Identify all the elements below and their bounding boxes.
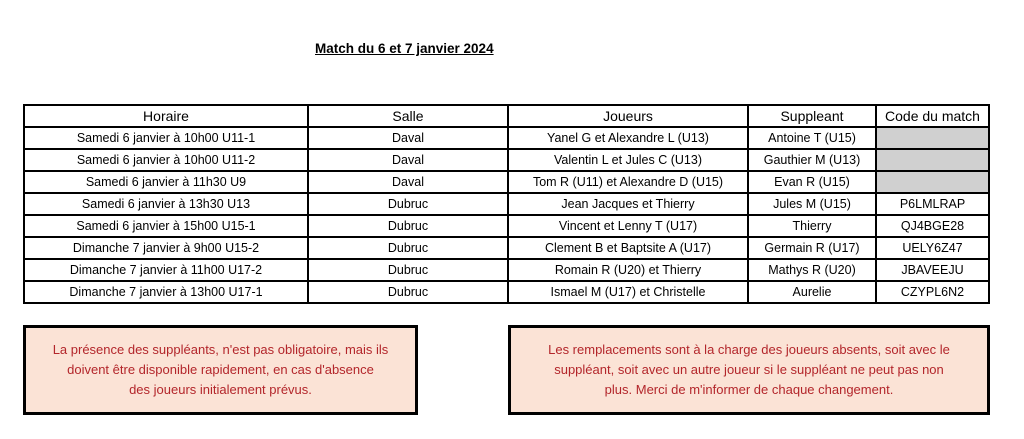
cell-joueurs: Tom R (U11) et Alexandre D (U15) (509, 172, 747, 192)
note-replacements (508, 325, 990, 415)
cell-code: P6LMLRAP (877, 194, 988, 214)
note-line: doivent être disponible rapidement, en cas d'absence (67, 362, 374, 377)
note-substitutes-presence (23, 325, 418, 415)
cell-code: CZYPL6N2 (877, 282, 988, 302)
cell-horaire: Dimanche 7 janvier à 13h00 U17-1 (25, 282, 307, 302)
cell-code: QJ4BGE28 (877, 216, 988, 236)
cell-horaire: Samedi 6 janvier à 13h30 U13 (25, 194, 307, 214)
cell-code (877, 128, 988, 148)
cell-code: JBAVEEJU (877, 260, 988, 280)
cell-horaire: Samedi 6 janvier à 10h00 U11-1 (25, 128, 307, 148)
cell-joueurs: Vincent et Lenny T (U17) (509, 216, 747, 236)
match-schedule-table (23, 104, 990, 304)
cell-joueurs: Valentin L et Jules C (U13) (509, 150, 747, 170)
cell-joueurs: Jean Jacques et Thierry (509, 194, 747, 214)
page-title: Match du 6 et 7 janvier 2024 (315, 41, 494, 56)
note-line: plus. Merci de m'informer de chaque changement. (604, 382, 894, 397)
cell-suppleant: Evan R (U15) (749, 172, 875, 192)
note-line: La présence des suppléants, n'est pas obligatoire, mais ils (52, 342, 389, 357)
cell-salle: Dubruc (309, 282, 507, 302)
cell-joueurs: Romain R (U20) et Thierry (509, 260, 747, 280)
cell-code (877, 172, 988, 192)
cell-suppleant: Germain R (U17) (749, 238, 875, 258)
cell-suppleant: Mathys R (U20) (749, 260, 875, 280)
cell-suppleant: Thierry (749, 216, 875, 236)
cell-salle: Dubruc (309, 194, 507, 214)
note-line: des joueurs initialement prévus. (129, 382, 312, 397)
header-code: Code du match (877, 106, 988, 126)
cell-salle: Dubruc (309, 260, 507, 280)
cell-horaire: Dimanche 7 janvier à 9h00 U15-2 (25, 238, 307, 258)
note-line: suppléant, soit avec un autre joueur si le suppléant ne peut pas non (554, 362, 944, 377)
cell-code: UELY6Z47 (877, 238, 988, 258)
cell-code (877, 150, 988, 170)
cell-joueurs: Yanel G et Alexandre L (U13) (509, 128, 747, 148)
cell-horaire: Dimanche 7 janvier à 11h00 U17-2 (25, 260, 307, 280)
header-suppleant: Suppleant (749, 106, 875, 126)
header-joueurs: Joueurs (509, 106, 747, 126)
cell-salle: Dubruc (309, 238, 507, 258)
header-horaire: Horaire (25, 106, 307, 126)
cell-joueurs: Ismael M (U17) et Christelle (509, 282, 747, 302)
cell-suppleant: Gauthier M (U13) (749, 150, 875, 170)
note-line: Les remplacements sont à la charge des joueurs absents, soit avec le (548, 342, 950, 357)
cell-suppleant: Antoine T (U15) (749, 128, 875, 148)
cell-salle: Dubruc (309, 216, 507, 236)
cell-horaire: Samedi 6 janvier à 15h00 U15-1 (25, 216, 307, 236)
cell-salle: Daval (309, 172, 507, 192)
cell-salle: Daval (309, 128, 507, 148)
cell-suppleant: Jules M (U15) (749, 194, 875, 214)
cell-horaire: Samedi 6 janvier à 11h30 U9 (25, 172, 307, 192)
cell-salle: Daval (309, 150, 507, 170)
cell-horaire: Samedi 6 janvier à 10h00 U11-2 (25, 150, 307, 170)
cell-joueurs: Clement B et Baptsite A (U17) (509, 238, 747, 258)
header-salle: Salle (309, 106, 507, 126)
cell-suppleant: Aurelie (749, 282, 875, 302)
